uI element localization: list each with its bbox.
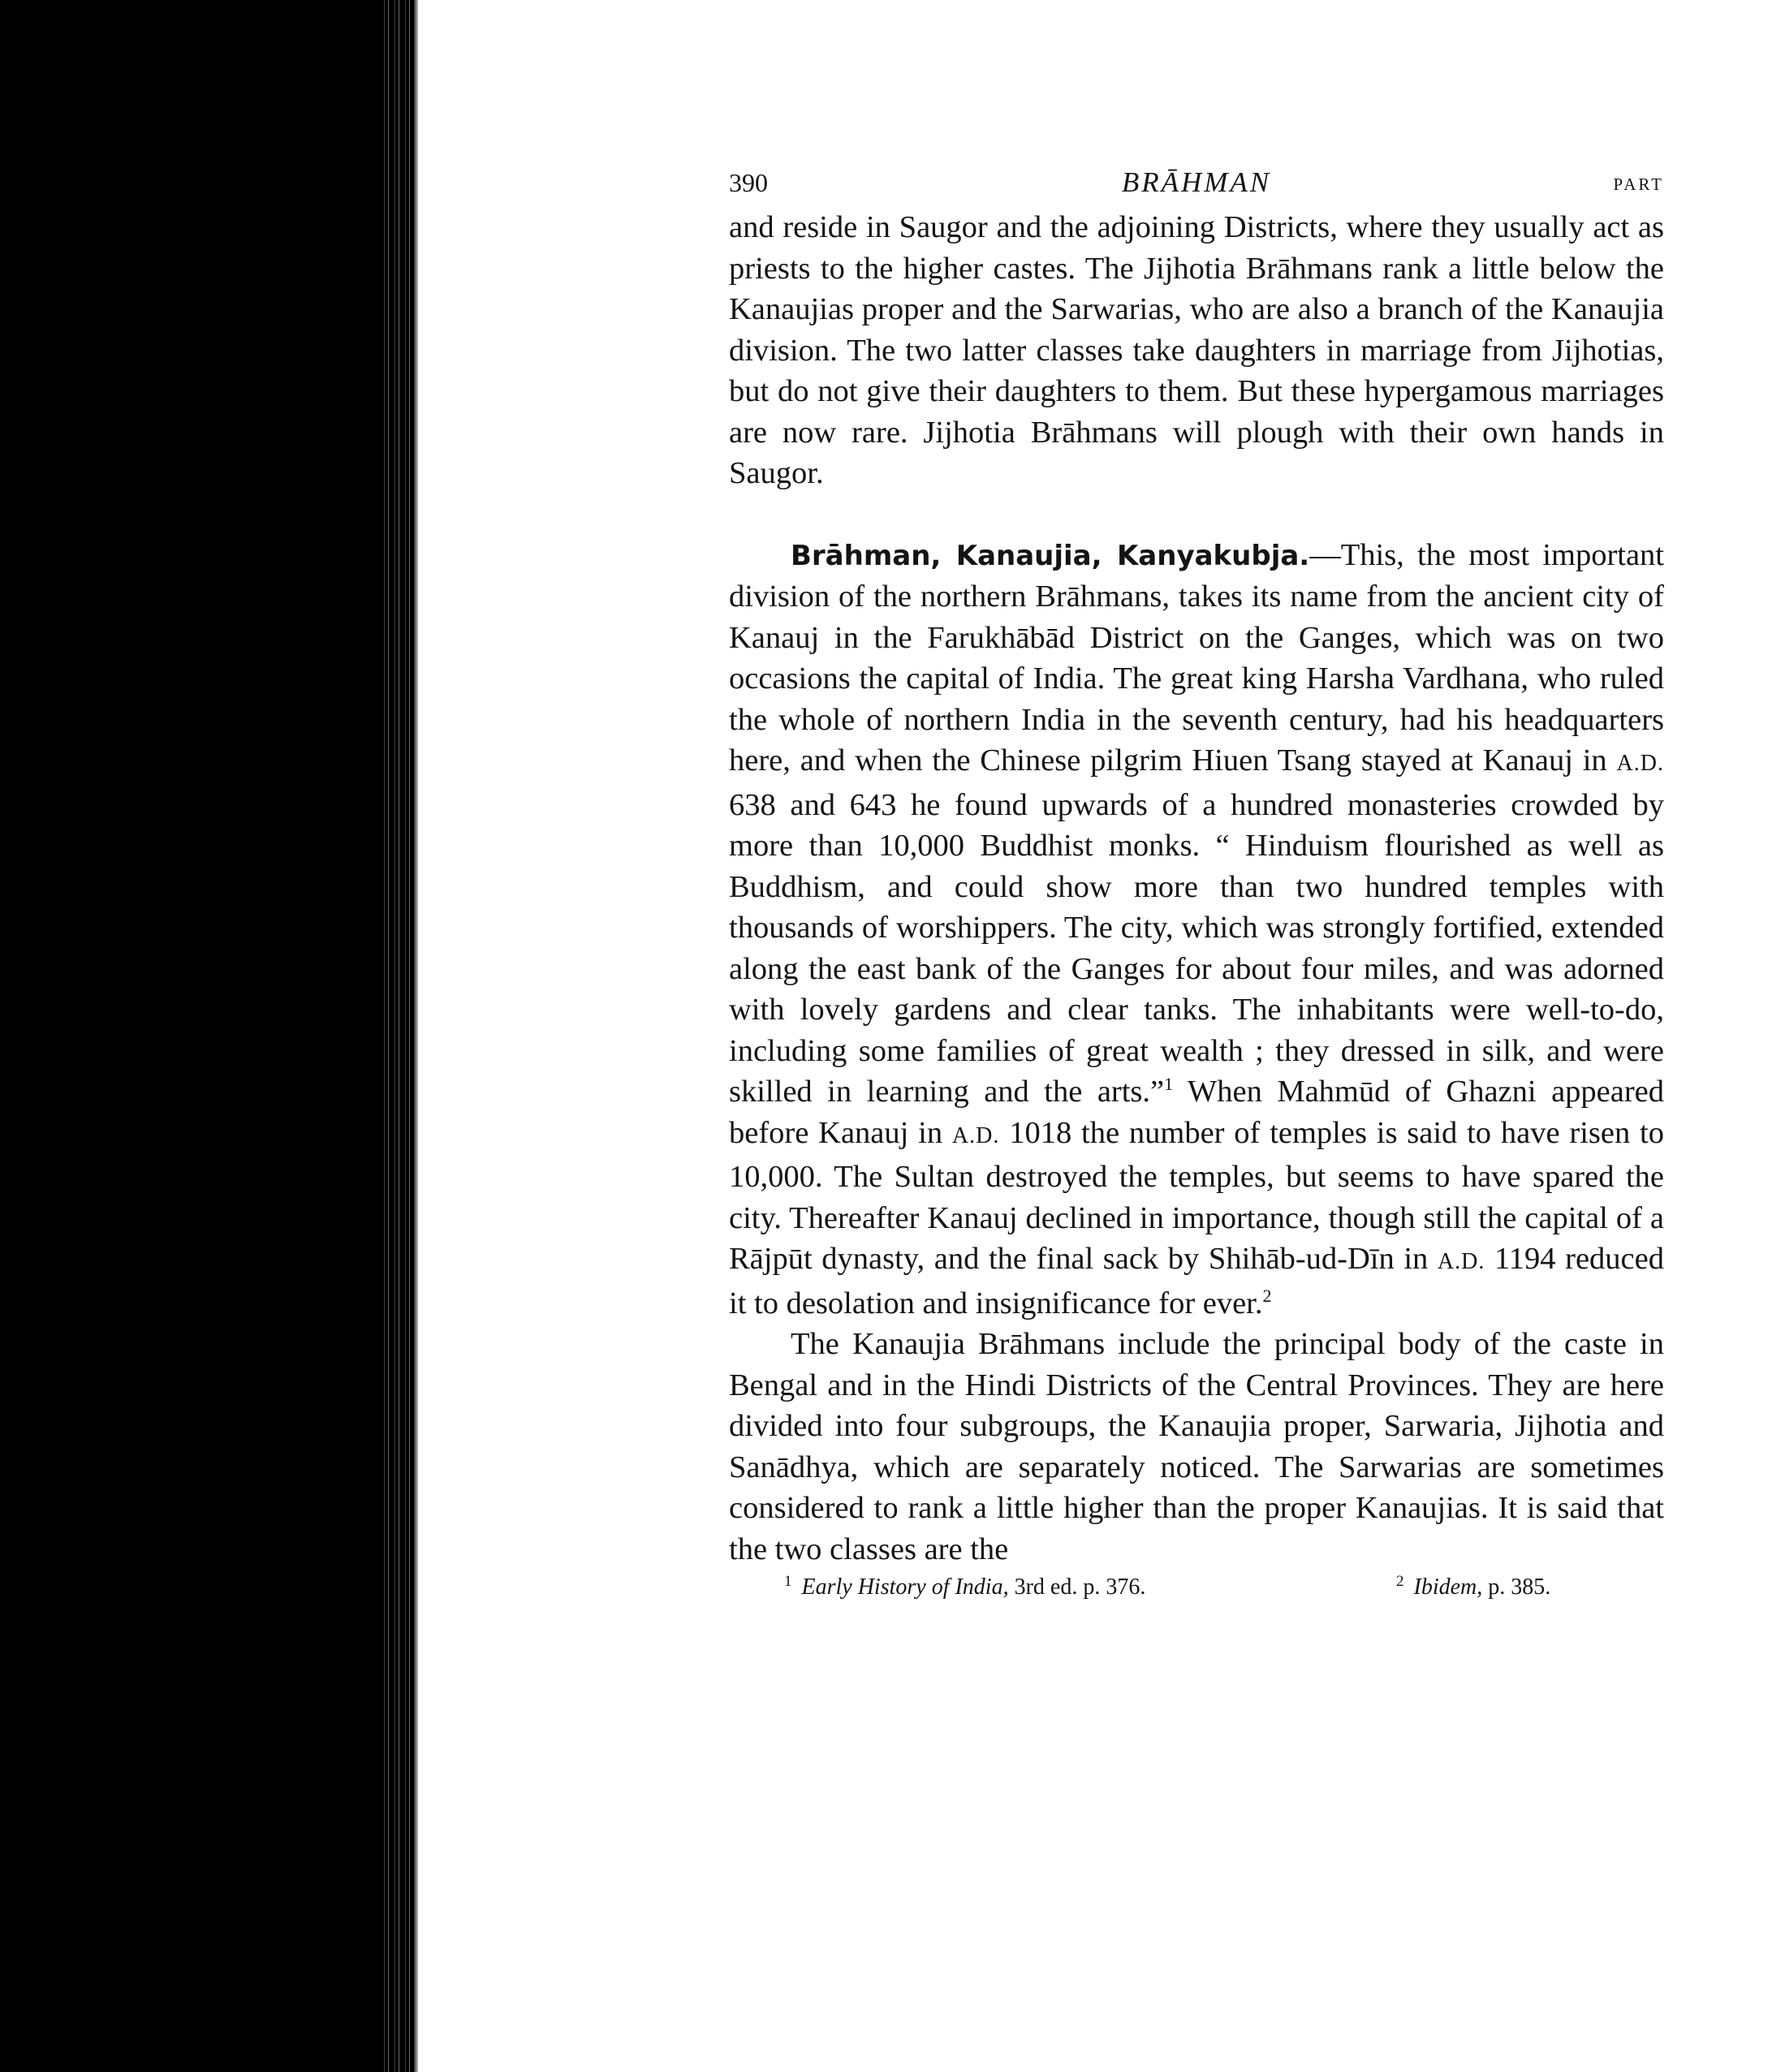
book-gutter <box>0 0 418 2072</box>
footnote-2 <box>1396 1574 1550 1600</box>
footnote-text: p. 385. <box>1482 1574 1551 1600</box>
footnote-reference: 1 <box>1164 1074 1174 1094</box>
book-page <box>729 158 1664 1607</box>
footnotes <box>729 1574 1664 1607</box>
page-number: 390 <box>729 168 768 197</box>
era-abbreviation: A.D. <box>1437 1249 1485 1274</box>
part-label: PART <box>1613 174 1664 194</box>
running-title: BRĀHMAN <box>1121 166 1272 198</box>
gutter-edge <box>414 0 418 2072</box>
footnote-source-title: Early History of India, <box>801 1574 1009 1600</box>
paragraph-text: When Mahmūd of Ghazni appeared before Kanauj in <box>729 1075 1664 1150</box>
running-head <box>729 158 1664 207</box>
era-abbreviation: A.D. <box>951 1122 1000 1148</box>
footnote-reference: 2 <box>1262 1285 1272 1306</box>
paragraph-text: 1194 reduced it to desolation and insignificance for ever. <box>729 1242 1664 1320</box>
paragraph-kanaujia-entry <box>729 535 1664 1325</box>
footnote-number: 1 <box>784 1573 792 1590</box>
footnote-source-title: Ibidem, <box>1413 1574 1483 1600</box>
paragraph-text: 1018 the number of temples is said to have risen to 10,000. The Sultan destroyed the temples, but seems to have spared the city. Thereafter Kanauj declined in importance, though still the capital of a Rājpūt dynasty, and the final sack by Shihāb-ud-Dīn in <box>729 1115 1664 1276</box>
footnote-1 <box>784 1574 1145 1600</box>
entry-heading: Brāhman, Kanaujia, Kanyakubja. <box>791 539 1310 572</box>
gutter-page-edges <box>382 0 418 2072</box>
paragraph-kanaujia-subgroups: The Kanaujia Brāhmans include the principal body of the caste in Bengal and in the Hindi Districts of the Central Provinces. They are here divided into four subgroups, the Kanaujia proper, Sarwaria, Jijhotia and Sanādhya, which are separately noticed. The Sarwarias are sometimes considered to rank a little higher than the proper Kanaujias. It is said that the two classes are the <box>729 1327 1664 1566</box>
paragraph-jijhotia-continued: and reside in Saugor and the adjoining Districts, where they usually act as priests to the higher castes. The Jijhotia Brāhmans rank a little below the Kanaujias proper and the Sarwarias, who are also a branch of the Kanaujia division. The two latter classes take daughters in marriage from Jijhotias, but do not give their daughters to them. But these hypergamous marriages are now rare. Jijhotia Brāhmans will plough with their own hands in Saugor. <box>729 210 1664 490</box>
paragraph-text: —This, the most important division of the northern Brāhmans, takes its name from the ancient city of Kanauj in the Farukhābād District on the Ganges, which was on two occasions the capital of India. The great king Harsha Vardhana, who ruled the whole of northern India in the seventh century, had his headquarters here, and when the Chinese pilgrim Hiuen Tsang stayed at Kanauj in <box>729 537 1665 778</box>
footnote-text: 3rd ed. p. 376. <box>1008 1574 1146 1600</box>
era-abbreviation: A.D. <box>1616 751 1664 776</box>
paragraph-text: 638 and 643 he found upwards of a hundred monasteries crowded by more than 10,000 Buddhist monks. “ Hinduism flourished as well as Buddhism, and could show more than two hundred temples with thousands of worshippers. The city, which was strongly fortified, extended along the east bank of the Ganges for about four miles, and was adorned with lovely gardens and clear tanks. The inhabitants were well-to-do, including some families of great wealth ; they dressed in silk, and were skilled in learning and the arts.” <box>729 787 1664 1109</box>
footnote-number: 2 <box>1396 1573 1404 1590</box>
